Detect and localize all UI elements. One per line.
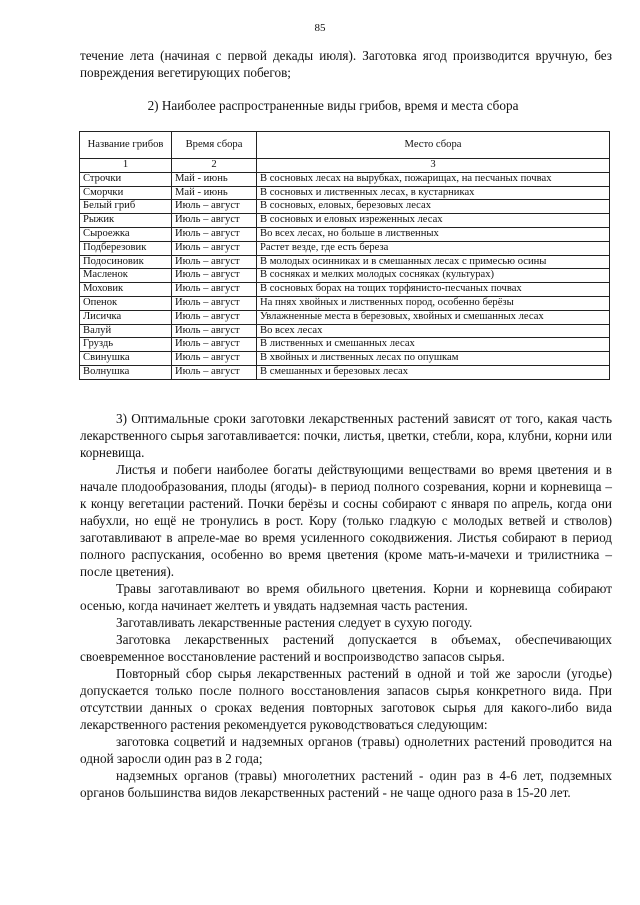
cell-name: Белый гриб xyxy=(80,200,172,214)
table-row xyxy=(80,269,610,283)
cell-time: Июль – август xyxy=(172,241,257,255)
cell-place: В хвойных и лиственных лесах по опушкам xyxy=(257,352,610,366)
table-row xyxy=(80,172,610,186)
cell-name: Подосиновик xyxy=(80,255,172,269)
cell-place: В молодых осинниках и в смешанных лесах с примесью осины xyxy=(257,255,610,269)
column-number: 2 xyxy=(172,159,257,173)
table-header-row xyxy=(80,132,610,159)
cell-time: Июль – август xyxy=(172,255,257,269)
table-row xyxy=(80,324,610,338)
cell-place: На пнях хвойных и лиственных пород, особенно берёзы xyxy=(257,296,610,310)
cell-name: Моховик xyxy=(80,283,172,297)
cell-name: Свинушка xyxy=(80,352,172,366)
paragraph: Заготавливать лекарственные растения следует в сухую погоду. xyxy=(116,615,473,630)
cell-time: Июль – август xyxy=(172,269,257,283)
cell-place: Во всех лесах, но больше в лиственных xyxy=(257,227,610,241)
cell-place: В сосновых и лиственных лесах, в кустарниках xyxy=(257,186,610,200)
cell-time: Июль – август xyxy=(172,352,257,366)
cell-place: В сосновых и еловых изреженных лесах xyxy=(257,214,610,228)
column-number-row xyxy=(80,159,610,173)
cell-place: Растет везде, где есть береза xyxy=(257,241,610,255)
paragraph: Листья и побеги наиболее богаты действующими веществами во время цветения и в начале плодообразования, плоды (ягоды)- в период полного созревания, корни и корневища – к концу вегетации растений. Почки берёзы и сосны собирают с января по апрель, когда они набухли, но ещё не тронулись в рост. Кору (только гладкую с молодых ветвей и стволов) заготавливают в апреле-мае во время усиленного сокодвижения. Листья собирают в период полного распускания, особенно во время цветения (кроме мать-и-мачехи и трилистника – после цветения). xyxy=(80,462,612,579)
table-row xyxy=(80,352,610,366)
cell-time: Июль – август xyxy=(172,227,257,241)
cell-time: Июль – август xyxy=(172,214,257,228)
table-row xyxy=(80,214,610,228)
cell-name: Опенок xyxy=(80,296,172,310)
cell-time: Июль – август xyxy=(172,310,257,324)
cell-time: Июль – август xyxy=(172,365,257,379)
paragraph: Травы заготавливают во время обильного цветения. Корни и корневища собирают осенью, когда начинает желтеть и увядать надземная часть растения. xyxy=(80,581,612,613)
table-row xyxy=(80,296,610,310)
cell-name: Строчки xyxy=(80,172,172,186)
column-number: 1 xyxy=(80,159,172,173)
cell-place: В сосновых борах на тощих торфянисто-песчаных почвах xyxy=(257,283,610,297)
cell-name: Рыжик xyxy=(80,214,172,228)
paragraph: заготовка соцветий и надземных органов (травы) однолетних растений проводится на одной заросли один раз в 2 года; xyxy=(80,734,612,766)
intro-text: течение лета (начиная с первой декады июля). Заготовка ягод производится вручную, без повреждения вегетирующих побегов; xyxy=(80,48,612,80)
paragraph: Заготовка лекарственных растений допускается в объемах, обеспечивающих своевременное восстановление растений и воспроизводство запасов сырья. xyxy=(80,632,612,664)
cell-place: В сосновых лесах на вырубках, пожарищах, на песчаных почвах xyxy=(257,172,610,186)
table-row xyxy=(80,310,610,324)
cell-name: Валуй xyxy=(80,324,172,338)
table-row xyxy=(80,200,610,214)
mushroom-table xyxy=(79,131,610,380)
table-row xyxy=(80,227,610,241)
cell-place: Во всех лесах xyxy=(257,324,610,338)
cell-time: Июль – август xyxy=(172,296,257,310)
cell-place: В сосняках и мелких молодых сосняках (культурах) xyxy=(257,269,610,283)
cell-time: Май - июнь xyxy=(172,186,257,200)
body-text xyxy=(80,410,612,801)
paragraph: 3) Оптимальные сроки заготовки лекарственных растений зависят от того, какая часть лекарственного сырья заготавливается: почки, листья, цветки, стебли, кора, клубни, корни или корневища. xyxy=(80,411,612,460)
table-row xyxy=(80,186,610,200)
cell-name: Сыроежка xyxy=(80,227,172,241)
cell-name: Сморчки xyxy=(80,186,172,200)
cell-time: Июль – август xyxy=(172,338,257,352)
cell-name: Лисичка xyxy=(80,310,172,324)
cell-name: Подберезовик xyxy=(80,241,172,255)
table-row xyxy=(80,241,610,255)
cell-place: Увлажненные места в березовых, хвойных и смешанных лесах xyxy=(257,310,610,324)
cell-time: Июль – август xyxy=(172,283,257,297)
intro-paragraph xyxy=(80,47,612,81)
cell-place: В смешанных и березовых лесах xyxy=(257,365,610,379)
table-row xyxy=(80,255,610,269)
cell-time: Июль – август xyxy=(172,324,257,338)
cell-place: В лиственных и смешанных лесах xyxy=(257,338,610,352)
paragraph: надземных органов (травы) многолетних растений - один раз в 4-6 лет, подземных органов большинства видов лекарственных растений - не чаще одного раза в 15-20 лет. xyxy=(80,768,612,800)
paragraph: Повторный сбор сырья лекарственных растений в одной и той же заросли (угодье) допускается только после полного восстановления запасов сырья конкретного вида. При отсутствии данных о сроках ведения повторных заготовок сырья для какого-либо вида лекарственного растения рекомендуется руководствоваться следующим: xyxy=(80,666,612,732)
table-row xyxy=(80,338,610,352)
page-number: 85 xyxy=(314,22,326,34)
cell-place: В сосновых, еловых, березовых лесах xyxy=(257,200,610,214)
cell-name: Волнушка xyxy=(80,365,172,379)
header-time: Время сбора xyxy=(172,132,257,159)
section-heading: 2) Наиболее распространенные виды грибов, время и места сбора xyxy=(147,98,519,113)
table-row xyxy=(80,283,610,297)
header-name: Название грибов xyxy=(80,132,172,159)
column-number: 3 xyxy=(257,159,610,173)
cell-time: Июль – август xyxy=(172,200,257,214)
cell-name: Масленок xyxy=(80,269,172,283)
cell-name: Груздь xyxy=(80,338,172,352)
cell-time: Май - июнь xyxy=(172,172,257,186)
table-row xyxy=(80,365,610,379)
header-place: Место сбора xyxy=(257,132,610,159)
